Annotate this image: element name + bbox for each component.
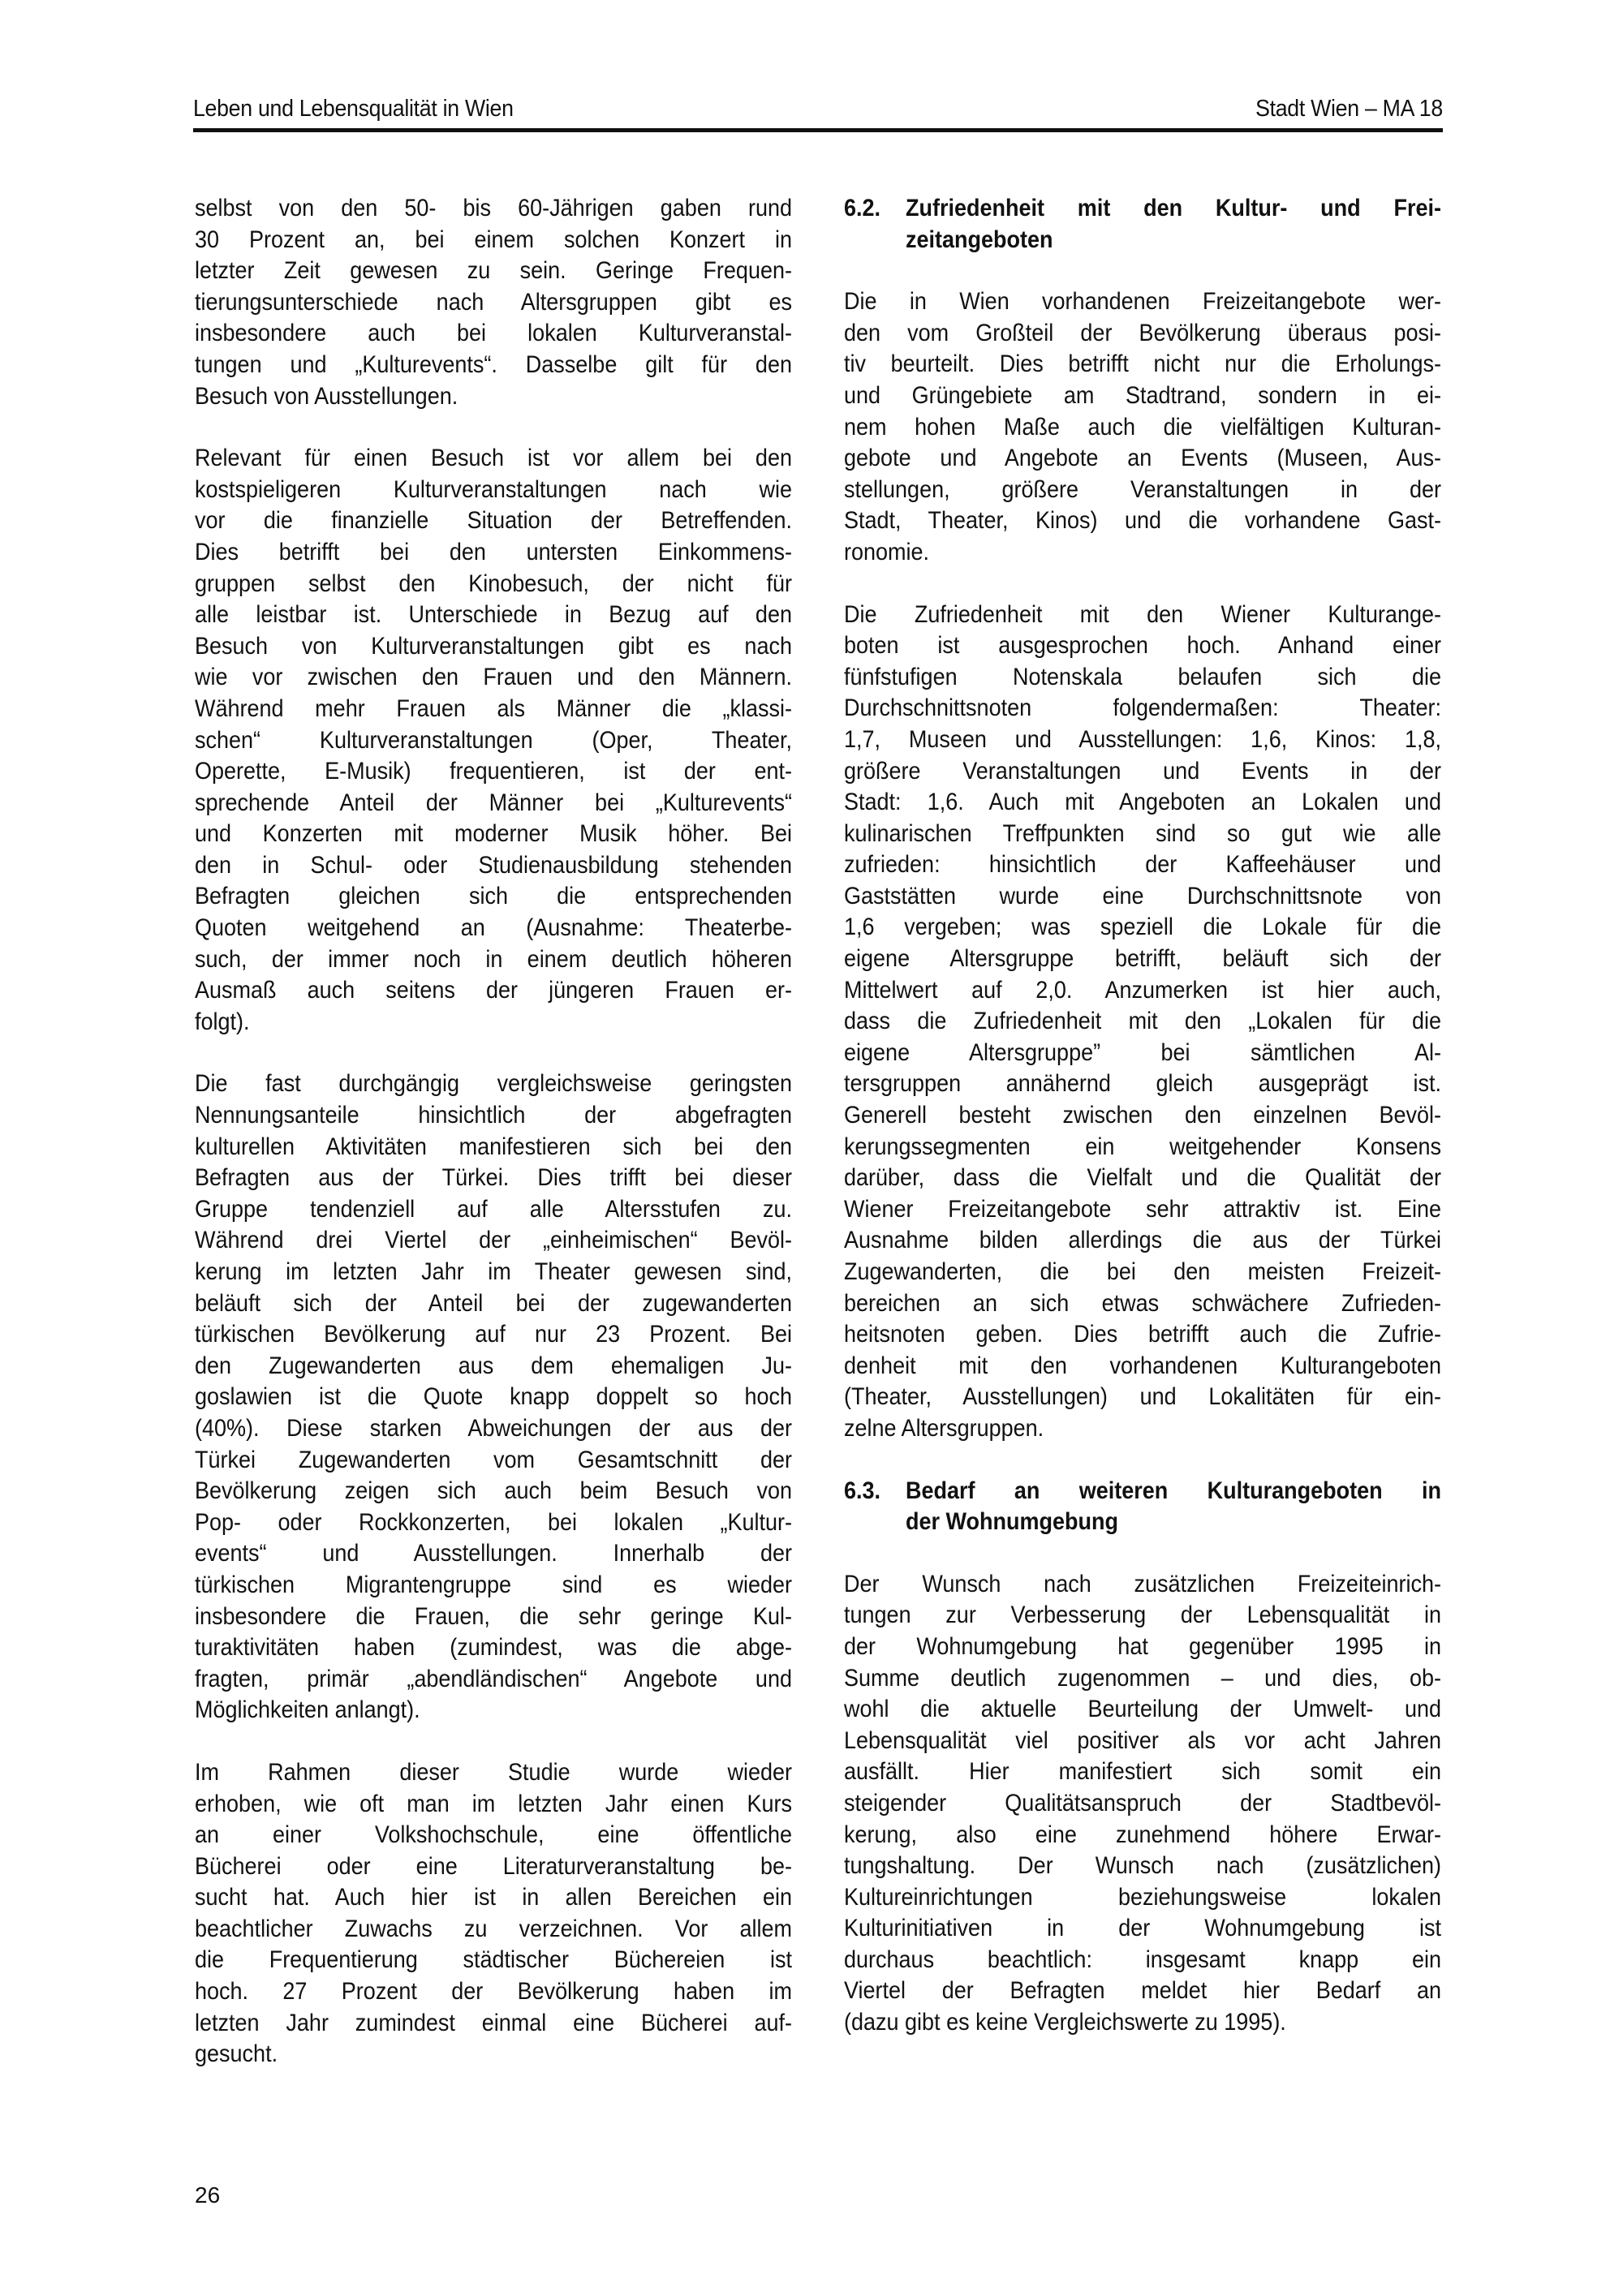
- text-line: [844, 1945, 1441, 1976]
- text-line-content: an einer Volkshochschule, eine öffentliche: [195, 1821, 792, 1849]
- text-line-content: kostspieligeren Kulturveranstaltungen nach wie: [195, 475, 792, 503]
- text-line: [195, 505, 792, 537]
- text-line: [195, 1445, 792, 1477]
- text-line: [195, 1538, 792, 1570]
- text-line-content: events“ und Ausstellungen. Innerhalb der: [195, 1540, 792, 1567]
- text-line: [844, 286, 1441, 318]
- text-line-content: Bücherei oder eine Literaturveranstaltung be-: [195, 1852, 792, 1880]
- text-line: [844, 318, 1441, 350]
- text-line-content: Zugewanderten, die bei den meisten Freizeit-: [844, 1258, 1441, 1285]
- text-line: [195, 1257, 792, 1288]
- text-line-content: insbesondere die Frauen, die sehr geringe Kul-: [195, 1602, 792, 1630]
- header-publisher: Stadt Wien – MA 18: [1255, 96, 1443, 122]
- text-line-content: türkischen Bevölkerung auf nur 23 Prozent. Bei: [195, 1321, 792, 1348]
- text-line-content: Ausnahme bilden allerdings die aus der Türkei: [844, 1227, 1441, 1254]
- text-line: [195, 1319, 792, 1351]
- text-line: [844, 1225, 1441, 1257]
- text-line-content: (Theater, Ausstellungen) und Lokalitäten für ein-: [844, 1383, 1441, 1411]
- text-line-content: gebote und Angebote an Events (Museen, Aus-: [844, 445, 1441, 472]
- text-line: [844, 1569, 1441, 1601]
- text-line: [195, 631, 792, 663]
- text-line-content: gruppen selbst den Kinobesuch, der nicht für: [195, 570, 792, 597]
- text-line: [195, 1757, 792, 1789]
- text-line-content: erhoben, wie oft man im letzten Jahr einen Kurs: [195, 1790, 792, 1817]
- text-line-content: tungen und „Kulturevents“. Dasselbe gilt für den: [195, 350, 792, 378]
- text-line-content: Möglichkeiten anlangt).: [195, 1696, 420, 1724]
- text-line-content: letzten Jahr zumindest einmal eine Bücherei auf-: [195, 2009, 792, 2036]
- text-line: [844, 912, 1441, 944]
- text-line-content: Ausmaß auch seitens der jüngeren Frauen er-: [195, 977, 792, 1004]
- text-line-content: Türkei Zugewanderten vom Gesamtschnitt der: [195, 1446, 792, 1473]
- text-line: [844, 505, 1441, 537]
- section-number: 6.3.: [844, 1477, 881, 1504]
- text-line-content: Wiener Freizeitangebote sehr attraktiv ist. Eine: [844, 1195, 1441, 1223]
- text-line-content: den vom Großteil der Bevölkerung überaus posi-: [844, 319, 1441, 346]
- text-line: [195, 381, 792, 413]
- text-line: [195, 1602, 792, 1633]
- text-line: [195, 1976, 792, 2008]
- text-line-content: Die in Wien vorhandenen Freizeitangebote wer-: [844, 288, 1441, 316]
- text-line-content: Stadt: 1,6. Auch mit Angeboten an Lokalen und: [844, 789, 1441, 816]
- text-line-content: letzter Zeit gewesen zu sein. Geringe Frequen-: [195, 257, 792, 285]
- text-line: [195, 1068, 792, 1100]
- text-line-content: eigene Altersgruppe betrifft, beläuft sich der: [844, 945, 1441, 973]
- text-line: [195, 1100, 792, 1132]
- text-line: [195, 1476, 792, 1507]
- text-line: [195, 662, 792, 694]
- text-line-content: Besuch von Ausstellungen.: [195, 382, 458, 410]
- paragraph: [195, 1068, 792, 1726]
- text-line-content: zufrieden: hinsichtlich der Kaffeehäuser und: [844, 851, 1441, 879]
- section-heading-6-2: [844, 193, 1441, 256]
- text-line: [844, 724, 1441, 756]
- text-line: [844, 630, 1441, 662]
- text-line-content: Während mehr Frauen als Männer die „klassi-: [195, 694, 792, 722]
- text-line-content: Relevant für einen Besuch ist vor allem bei den: [195, 445, 792, 472]
- text-line-content: Die fast durchgängig vergleichsweise geringsten: [195, 1070, 792, 1098]
- text-line: [195, 1882, 792, 1914]
- text-line-content: wie vor zwischen den Frauen und den Männern.: [195, 664, 792, 691]
- paragraph: [844, 600, 1441, 1445]
- text-line: [195, 256, 792, 287]
- text-line: [195, 1413, 792, 1445]
- text-line: [195, 1570, 792, 1602]
- text-line-content: Nennungsanteile hinsichtlich der abgefragten: [195, 1102, 792, 1129]
- text-line-content: 30 Prozent an, bei einem solchen Konzert in: [195, 226, 792, 253]
- text-line: [195, 850, 792, 882]
- text-line: [844, 756, 1441, 788]
- text-line: [844, 443, 1441, 475]
- text-line-content: Gruppe tendenziell auf alle Altersstufen zu.: [195, 1195, 792, 1223]
- text-line-content: größere Veranstaltungen und Events in der: [844, 757, 1441, 785]
- text-line-content: den Zugewanderten aus dem ehemaligen Ju-: [195, 1352, 792, 1379]
- text-line: [195, 1507, 792, 1539]
- text-line-content: heitsnoten geben. Dies betrifft auch die Zufrie-: [844, 1321, 1441, 1348]
- text-line-content: die Frequentierung städtischer Büchereien ist: [195, 1946, 792, 1974]
- text-line: [195, 756, 792, 788]
- text-line: [844, 1257, 1441, 1288]
- text-line-content: Die Zufriedenheit mit den Wiener Kulturange-: [844, 600, 1441, 628]
- text-line-content: Gaststätten wurde eine Durchschnittsnote von: [844, 882, 1441, 909]
- text-line-content: (dazu gibt es keine Vergleichswerte zu 1995).: [844, 2009, 1286, 2036]
- text-line: [844, 2007, 1441, 2039]
- text-line-content: fragten, primär „abendländischen“ Angebote und: [195, 1665, 792, 1692]
- text-line: [844, 849, 1441, 881]
- text-line-content: zelne Altersgruppen.: [844, 1414, 1044, 1442]
- text-line-content: vor die finanzielle Situation der Betreffenden.: [195, 507, 792, 535]
- paragraph: [195, 1757, 792, 2070]
- text-line: [844, 1820, 1441, 1851]
- text-line-content: und Grüngebiete am Stadtrand, sondern in ei-: [844, 381, 1441, 409]
- text-line: [195, 1695, 792, 1726]
- text-line-content: selbst von den 50- bis 60-Jährigen gaben rund: [195, 195, 792, 221]
- text-line: [844, 881, 1441, 913]
- section-6-3-body: [844, 1569, 1441, 2039]
- text-line-content: Im Rahmen dieser Studie wurde wieder: [195, 1758, 792, 1786]
- text-line-content: kerung, also eine zunehmend höhere Erwar-: [844, 1821, 1441, 1848]
- text-line-content: beläuft sich der Anteil bei der zugewanderten: [195, 1289, 792, 1317]
- text-line-content: Der Wunsch nach zusätzlichen Freizeiteinrich-: [844, 1570, 1441, 1597]
- text-line: [195, 1163, 792, 1194]
- text-line: [844, 1788, 1441, 1820]
- text-line-content: nem hohen Maße auch die vielfältigen Kulturan-: [844, 413, 1441, 441]
- text-line: [844, 1006, 1441, 1038]
- text-line: [195, 788, 792, 819]
- text-line-content: und Konzerten mit moderner Musik höher. Bei: [195, 820, 792, 848]
- text-line: [195, 475, 792, 506]
- text-line-content: den in Schul- oder Studienausbildung stehenden: [195, 851, 792, 879]
- text-line-content: kulinarischen Treffpunkten sind so gut wie alle: [844, 819, 1441, 847]
- text-line-content: Stadt, Theater, Kinos) und die vorhandene Gast-: [844, 507, 1441, 535]
- text-line-content: fünfstufigen Notenskala belaufen sich die: [844, 663, 1441, 690]
- text-line: [195, 1382, 792, 1413]
- text-line: [195, 1789, 792, 1821]
- text-line: [195, 1225, 792, 1257]
- text-line: [195, 287, 792, 319]
- text-line: [844, 1882, 1441, 1914]
- text-line-content: ronomie.: [844, 538, 930, 565]
- text-line: [844, 1632, 1441, 1663]
- text-line-content: Während drei Viertel der „einheimischen“ Bevöl-: [195, 1227, 792, 1254]
- text-line: [195, 725, 792, 757]
- text-line: [844, 412, 1441, 444]
- text-line: [844, 1694, 1441, 1726]
- text-line: [844, 1851, 1441, 1882]
- text-line: [844, 1413, 1441, 1445]
- text-line: [844, 1132, 1441, 1163]
- text-line-content: kerungssegmenten ein weitgehender Konsens: [844, 1133, 1441, 1160]
- text-line: [195, 1194, 792, 1226]
- text-line-content: Befragten aus der Türkei. Dies trifft bei dieser: [195, 1164, 792, 1192]
- text-line: [195, 975, 792, 1007]
- text-line: [844, 381, 1441, 412]
- text-line: [844, 1976, 1441, 2007]
- header-document-title: Leben und Lebensqualität in Wien: [193, 96, 514, 122]
- paragraph: [195, 193, 792, 412]
- text-line-content: Mittelwert auf 2,0. Anzumerken ist hier auch,: [844, 976, 1441, 1004]
- text-line-content: Dies betrifft bei den untersten Einkommens-: [195, 538, 792, 565]
- text-line: [195, 1132, 792, 1163]
- text-line: [195, 225, 792, 256]
- text-line: [195, 537, 792, 569]
- text-line: [844, 1663, 1441, 1695]
- text-line: [195, 944, 792, 976]
- text-line-content: Kultureinrichtungen beziehungsweise lokalen: [844, 1883, 1441, 1911]
- text-line-content: schen“ Kulturveranstaltungen (Oper, Theater,: [195, 726, 792, 754]
- text-line-content: Generell besteht zwischen den einzelnen Bevöl-: [844, 1102, 1441, 1129]
- text-line: [195, 881, 792, 913]
- text-line: [195, 1851, 792, 1883]
- text-line: [844, 975, 1441, 1007]
- text-line-content: Durchschnittsnoten folgendermaßen: Theater:: [844, 694, 1441, 722]
- text-line-content: tersgruppen annähernd gleich ausgeprägt ist.: [844, 1070, 1441, 1098]
- text-line: [844, 662, 1441, 694]
- paragraph: [844, 1569, 1441, 2039]
- text-line-content: ausfällt. Hier manifestiert sich somit ein: [844, 1758, 1441, 1786]
- text-line-content: folgt).: [195, 1008, 250, 1035]
- text-line: [844, 693, 1441, 724]
- text-line: [844, 1163, 1441, 1194]
- text-line-content: boten ist ausgesprochen hoch. Anhand einer: [844, 632, 1441, 660]
- text-line: [844, 1913, 1441, 1945]
- text-line-content: Lebensqualität viel positiver als vor acht Jahren: [844, 1726, 1441, 1754]
- section-title-line: zeitangeboten: [906, 226, 1053, 253]
- text-line: [195, 1288, 792, 1320]
- text-line-content: denheit mit den vorhandenen Kulturangeboten: [844, 1352, 1441, 1379]
- text-line-content: durchaus beachtlich: insgesamt knapp ein: [844, 1946, 1441, 1973]
- text-line: [195, 350, 792, 381]
- text-line: [195, 193, 792, 225]
- text-line: [195, 2008, 792, 2040]
- text-line: [844, 1756, 1441, 1788]
- text-line-content: tungshaltung. Der Wunsch nach (zusätzlichen): [844, 1852, 1441, 1880]
- page-header: [193, 96, 1443, 128]
- text-line-content: der Wohnumgebung hat gegenüber 1995 in: [844, 1632, 1441, 1660]
- text-line: [195, 694, 792, 725]
- text-line: [844, 349, 1441, 381]
- text-line-content: 1,6 vergeben; was speziell die Lokale für die: [844, 914, 1441, 941]
- text-line-content: Viertel der Befragten meldet hier Bedarf an: [844, 1977, 1441, 2005]
- text-line: [844, 944, 1441, 975]
- text-line-content: alle leistbar ist. Unterschiede in Bezug auf den: [195, 601, 792, 629]
- text-line: [195, 569, 792, 600]
- text-line-content: Quoten weitgehend an (Ausnahme: Theaterbe-: [195, 914, 792, 942]
- text-line-content: tiv beurteilt. Dies betrifft nicht nur die Erholungs-: [844, 350, 1441, 378]
- text-line: [844, 1038, 1441, 1069]
- text-line: [844, 1194, 1441, 1226]
- text-line-content: bereichen an sich etwas schwächere Zufrieden-: [844, 1289, 1441, 1317]
- text-line: [195, 1945, 792, 1976]
- text-line-content: Pop- oder Rockkonzerten, bei lokalen „Kultur-: [195, 1508, 792, 1536]
- text-line: [195, 913, 792, 944]
- text-line-content: insbesondere auch bei lokalen Kulturveranstal-: [195, 320, 792, 347]
- right-column: [844, 193, 1441, 2070]
- text-line-content: dass die Zufriedenheit mit den „Lokalen für die: [844, 1008, 1441, 1035]
- text-line: [844, 787, 1441, 819]
- text-line-content: beachtlicher Zuwachs zu verzeichnen. Vor allem: [195, 1915, 792, 1942]
- text-line-content: Operette, E-Musik) frequentieren, ist der ent-: [195, 758, 792, 785]
- text-line: [195, 1632, 792, 1664]
- text-line: [195, 1007, 792, 1038]
- text-line-content: tierungsunterschiede nach Altersgruppen gibt es: [195, 288, 792, 316]
- text-line: [844, 1100, 1441, 1132]
- text-line-content: wohl die aktuelle Beurteilung der Umwelt- und: [844, 1696, 1441, 1723]
- text-line-content: gesucht.: [195, 2040, 278, 2068]
- text-line: [844, 475, 1441, 506]
- text-line: [844, 1351, 1441, 1382]
- text-line-content: sprechende Anteil der Männer bei „Kulturevents“: [195, 789, 792, 816]
- text-line-content: Besuch von Kulturveranstaltungen gibt es nach: [195, 632, 792, 660]
- text-line: [195, 1914, 792, 1946]
- text-line: [844, 819, 1441, 850]
- text-line-content: Summe deutlich zugenommen – und dies, ob-: [844, 1664, 1441, 1692]
- text-line-content: eigene Altersgruppe” bei sämtlichen Al-: [844, 1038, 1441, 1066]
- header-divider: [193, 128, 1443, 132]
- text-line: [844, 1288, 1441, 1320]
- text-line: [195, 318, 792, 350]
- text-line-content: türkischen Migrantengruppe sind es wieder: [195, 1571, 792, 1598]
- text-line-content: such, der immer noch in einem deutlich höheren: [195, 945, 792, 973]
- text-line: [195, 600, 792, 631]
- section-title-line: der Wohnumgebung: [906, 1508, 1118, 1536]
- text-line-content: kulturellen Aktivitäten manifestieren sich bei den: [195, 1133, 792, 1160]
- text-line: [844, 600, 1441, 631]
- text-line: [844, 1600, 1441, 1632]
- text-line: [844, 1319, 1441, 1351]
- text-line-content: darüber, dass die Vielfalt und die Qualität der: [844, 1164, 1441, 1192]
- text-line: [195, 819, 792, 850]
- text-line-content: sucht hat. Auch hier ist in allen Bereichen ein: [195, 1884, 792, 1911]
- section-title-line: Zufriedenheit mit den Kultur- und Frei-: [906, 195, 1441, 221]
- text-line-content: goslawien ist die Quote knapp doppelt so hoch: [195, 1383, 792, 1411]
- text-line: [195, 443, 792, 475]
- section-6-2-body: [844, 286, 1441, 1444]
- text-line-content: hoch. 27 Prozent der Bevölkerung haben im: [195, 1978, 792, 2006]
- section-title-line: Bedarf an weiteren Kulturangeboten in: [906, 1477, 1441, 1504]
- text-line: [195, 2039, 792, 2070]
- text-line-content: stellungen, größere Veranstaltungen in der: [844, 475, 1441, 503]
- page-number: 26: [195, 2182, 221, 2208]
- text-line: [844, 1726, 1441, 1757]
- text-line-content: Kulturinitiativen in der Wohnumgebung ist: [844, 1915, 1441, 1942]
- text-line-content: 1,7, Museen und Ausstellungen: 1,6, Kinos: 1,8,: [844, 725, 1441, 753]
- text-line: [195, 1664, 792, 1696]
- text-line: [844, 1382, 1441, 1413]
- text-line: [195, 1351, 792, 1382]
- section-number: 6.2.: [844, 195, 881, 221]
- paragraph: [195, 443, 792, 1038]
- left-column: [195, 193, 792, 2101]
- text-line-content: turaktivitäten haben (zumindest, was die abge-: [195, 1634, 792, 1662]
- text-line-content: steigender Qualitätsanspruch der Stadtbevöl-: [844, 1789, 1441, 1817]
- text-line-content: Bevölkerung zeigen sich auch beim Besuch von: [195, 1477, 792, 1505]
- section-heading-6-3: [844, 1476, 1441, 1538]
- text-line-content: kerung im letzten Jahr im Theater gewesen sind,: [195, 1258, 792, 1285]
- text-line: [844, 1068, 1441, 1100]
- text-line: [844, 537, 1441, 569]
- paragraph: [844, 286, 1441, 568]
- text-line: [195, 1820, 792, 1851]
- text-line-content: Befragten gleichen sich die entsprechenden: [195, 883, 792, 910]
- text-line-content: tungen zur Verbesserung der Lebensqualität in: [844, 1602, 1441, 1629]
- text-line-content: (40%). Diese starken Abweichungen der aus der: [195, 1414, 792, 1442]
